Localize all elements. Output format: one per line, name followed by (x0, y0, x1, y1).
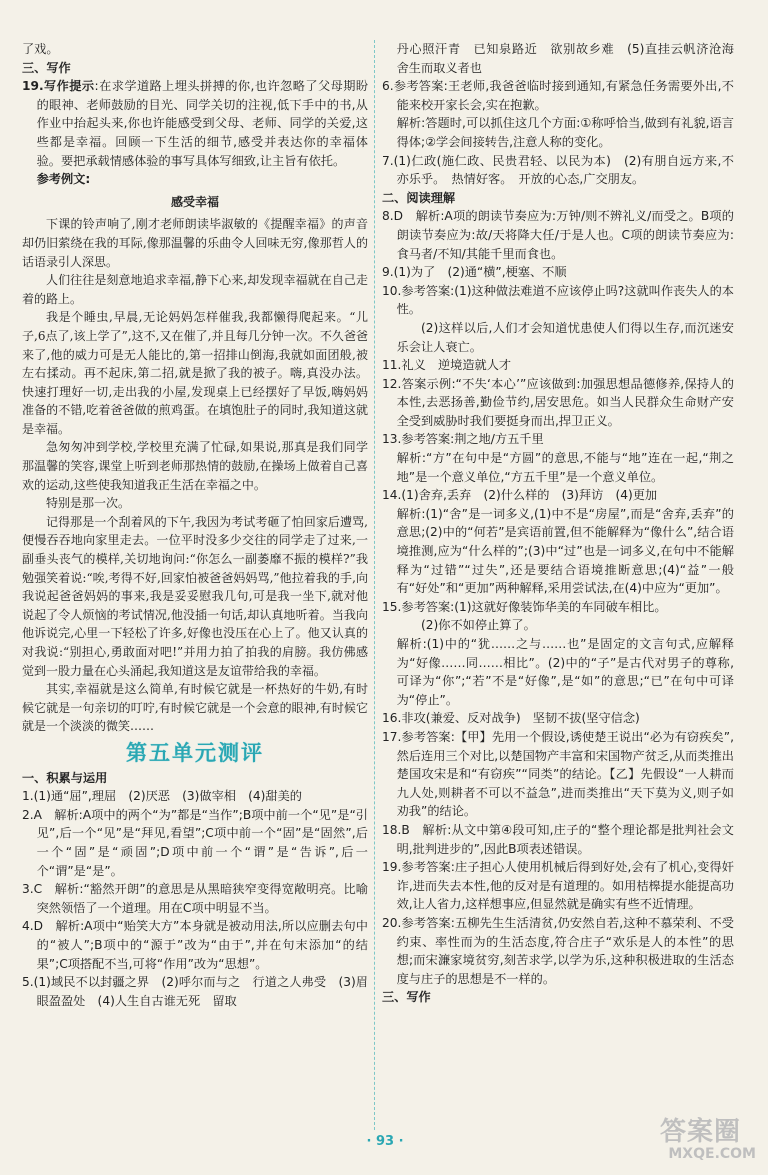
answer-1: 1.(1)通“屈”,理屈 (2)厌恶 (3)做宰相 (4)甜美的 (22, 789, 302, 804)
answer-15-explanation: 解析:(1)中的“犹……之与……也”是固定的文言句式,应解释为“好像……同……相比”。(2)中的“子”是古代对男子的尊称,可译为“你”;“若”不是“好像”,是“如”的意思;“已”在句中可译为“停止”。 (396, 637, 734, 707)
essay-paragraph: 特别是那一次。 (46, 496, 131, 511)
question-19 (22, 77, 368, 170)
page-number: · 93 · (366, 1134, 404, 1149)
section-accumulation-heading: 一、积累与运用 (22, 770, 108, 785)
answer-11: 11.礼义 逆境造就人才 (382, 358, 512, 373)
right-column (382, 40, 747, 1007)
answer-16: 16.非攻(兼爱、反对战争) 坚韧不拔(坚守信念) (382, 711, 640, 726)
watermark-url: MXQE.COM (668, 1146, 756, 1162)
q19-label: 写作提示 (43, 79, 95, 94)
answer-2: 2.A 解析:A项中的两个“为”都是“当作”;B项中前一个“见”是“引见”,后一个“见”是“拜见,看望”;C项中前一个“固”是“固然”,后一个“固”是“顽固”;D项中前一个“谓”是“告诉”,后一个“谓”是“是”。 (22, 807, 368, 878)
answer-5: 5.(1)域民不以封疆之界 (2)呼尔而与之 行道之人弗受 (3)眉眼盈盈处 (4)人生自古谁无死 留取 (22, 975, 368, 1008)
essay-title: 感受幸福 (170, 194, 219, 209)
answer-17: 17.参考答案:【甲】先用一个假设,诱使楚王说出“必为有窃疾矣”,然后连用三个对比,以楚国物产丰富和宋国物产贫乏,从而类推出楚国攻宋是和“有窃疾”“同类”的结论。【乙】先假设“一人耕而九人处,则耕者不可以不益急”,进而类推出“天下莫为义,则子如劝我”的结论。 (382, 729, 734, 819)
line-continuation: 了戏。 (22, 42, 59, 56)
essay-paragraph: 其实,幸福就是这么简单,有时候它就是一杯热好的牛奶,有时候它就是一句亲切的叮咛,有时候它就是一个会意的眼神,有时候它就是一个淡淡的微笑…… (22, 682, 368, 734)
answer-19: 19.参考答案:庄子担心人使用机械后得到好处,会有了机心,变得奸诈,进而失去本性,他的反对是有道理的。如用桔槔提水能提高功效,让人省力,这样想事应,但显然就是确实有些不近情理。 (382, 860, 734, 912)
answer-12: 12.答案示例:“不失‘本心’”应该做到:加强思想品德修养,保持人的本性,去恶扬善,勤俭节约,居安思危。如当人民群众生命财产安全受到威胁时我们要挺身而出,捍卫正义。 (382, 376, 734, 428)
column-divider (374, 40, 375, 1130)
q19-reference-label: 参考例文: (36, 172, 91, 187)
answer-14-explanation: 解析:(1)“舍”是一词多义,(1)中不是“房屋”,而是“舍弃,丢弃”的意思;(2)中的“何若”是宾语前置,但不能解释为“像什么”,结合语境推测,应为“什么样的”;(3)中“过”也是一词多义,在句中不能解释为“过错”“过失”,还是要结合语境推断意思;(4)“益”一般有“好处”和“更加”两种解释,采用尝试法,在(4)中应为“更加”。 (396, 506, 734, 596)
answer-15-part2: (2)你不如停止算了。 (421, 618, 536, 633)
section-writing-heading: 三、写作 (22, 60, 71, 75)
watermark-logo (660, 1111, 760, 1169)
answer-13: 13.参考答案:荆之地/方五千里 (382, 432, 544, 447)
answer-6-explanation: 解析:答题时,可以抓住这几个方面:①称呼恰当,做到有礼貌,语言得体;②学会间接转告,注意人称的变化。 (396, 116, 734, 149)
answer-18: 18.B 解析:从文中第④段可知,庄子的“整个理论都是批判社会文明,批判进步的”,因此B项表述错误。 (382, 822, 734, 856)
essay-paragraph: 下课的铃声响了,刚才老师朗读毕淑敏的《提醒幸福》的声音却仍旧萦绕在我的耳际,像那温馨的乐曲令人回味无穷,像那哲人的话语录引人深思。 (22, 217, 368, 269)
unit-title: 第五单元测评 (126, 740, 264, 765)
answer-20: 20.参考答案:五柳先生生活清贫,仍安然自若,这种不慕荣利、不受约束、率性而为的生活态度,符合庄子“欢乐是人的本性”的思想;而宋濂家境贫穷,刻苦求学,以学为乐,这种积极进取的生活态度与庄子的思想是不一样的。 (382, 915, 734, 986)
answer-4: 4.D 解析:A项中“贻笑大方”本身就是被动用法,所以应删去句中的“被人”;B项中的“源于”改为“由于”,并在句末添加“的结果”;C项搭配不当,可将“作用”改为“思想”。 (22, 919, 368, 971)
section-writing-heading-2: 三、写作 (382, 990, 431, 1005)
essay-paragraph: 记得那是一个刮着风的下午,我因为考试考砸了怕回家后遭骂,便慢吞吞地向家里走去。一位平时没多少交往的同学走了过来,一副垂头丧气的模样,关切地询问:“你怎么一副萎靡不振的模样?”我勉强笑着说:“唉,考得不好,回家怕被爸爸妈妈骂,”他拉着我的手,向我说起爸爸妈妈的事来,我是妥妥慰我几句,可是我一坐下,就对他说起了令人烦恼的考试情况,他没插一句话,却认真地听着。当我向他诉说完,心里一下轻松了许多,好像也没压在心上了。他又认真的对我说:“别担心,勇敢面对吧!”并用力拍了拍我的肩膀。我仿佛感觉到一股力量在心头涌起,我知道这是友谊带给我的幸福。 (22, 514, 368, 678)
q19-text: :在求学道路上埋头拼搏的你,也许忽略了父母期盼的眼神、老师鼓励的目光、同学关切的注视,低下手中的书,从作业中抬起头来,你也许能感受到父母、老师、同学的关爱,这些都是幸福。回顾一下生活的细节,感受并表达你的幸福体验。要把承载情感体验的事写具体写细致,让主旨有依托。 (36, 79, 369, 168)
answer-5-continued: 丹心照汗青 已知泉路近 欲别故乡难 (5)直挂云帆济沧海 舍生而取义者也 (396, 42, 747, 75)
section-reading-heading: 二、阅读理解 (382, 190, 456, 205)
answer-7: 7.(1)仁政(施仁政、民贵君轻、以民为本) (2)有朋自远方来,不亦乐乎。 热情好客。 开放的心态,广交朋友。 (382, 153, 734, 187)
answer-10: 10.参考答案:(1)这种做法难道不应该停止吗?这就叫作丧失人的本性。 (382, 283, 734, 317)
answer-15: 15.参考答案:(1)这就好像装饰华美的车同破车相比。 (382, 599, 667, 614)
essay-paragraph: 急匆匆冲到学校,学校里充满了忙碌,如果说,那真是我们同学那温馨的笑容,课堂上听到老师那热情的鼓励,在操场上做着自己喜欢的运动,这些使我知道我正生活在幸福之中。 (22, 440, 368, 492)
essay-paragraph: 人们往往是刻意地追求幸福,静下心来,却发现幸福就在自己走着的路上。 (22, 273, 368, 306)
answer-6: 6.参考答案:王老师,我爸爸临时接到通知,有紧急任务需要外出,不能来校开家长会,实在抱歉。 (382, 79, 734, 112)
q19-number: 19. (22, 79, 44, 94)
left-column (22, 40, 368, 1010)
answer-3: 3.C 解析:“豁然开朗”的意思是从黑暗狭窄变得宽敞明亮。比喻突然领悟了一个道理。用在C项中明显不当。 (22, 882, 368, 915)
answer-13-explanation: 解析:“方”在句中是“方圆”的意思,不能与“地”连在一起,“荆之地”是一个意义单位,“方五千里”是一个意义单位。 (396, 451, 734, 484)
watermark-logo-text: 答案圈 (660, 1117, 742, 1147)
sample-essay (22, 193, 368, 736)
answer-14: 14.(1)舍弃,丢弃 (2)什么样的 (3)拜访 (4)更加 (382, 488, 658, 503)
answer-10-part2: (2)这样以后,人们才会知道忧患使人们得以生存,而沉迷安乐会让人衰亡。 (396, 320, 734, 354)
answer-8: 8.D 解析:A项的朗读节奏应为:万钟/则不辨礼义/而受之。B项的朗读节奏应为:故/天将降大任/于是人也。C项的朗读节奏应为:食马者/不知/其能千里而食也。 (382, 209, 734, 261)
answer-9: 9.(1)为了 (2)通“横”,梗塞、不顺 (382, 265, 567, 280)
essay-paragraph: 我是个睡虫,早晨,无论妈妈怎样催我,我都懒得爬起来。“儿子,6点了,该上学了”,这不,又在催了,并且每几分钟一次。不久爸爸来了,他的威力可是无人能比的,第一招排山倒海,我就如面团般,被左右揉动。再不起床,第二招,就是掀了我的被子。嗨,真没办法。快速打理好一切,走出我的小屋,发现桌上已经摆好了早饭,嗨妈妈准备的不错,吃着爸爸做的煎鸡蛋。在填饱肚子的同时,我知道这就是幸福。 (22, 310, 368, 436)
